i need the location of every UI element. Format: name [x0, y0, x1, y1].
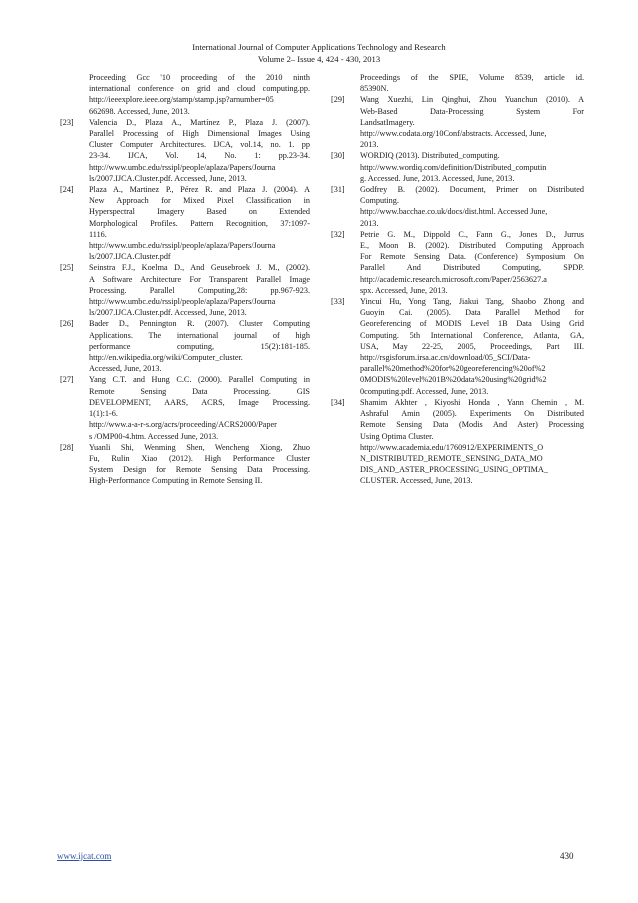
reference-line: Web-Based Data-Processing System For: [360, 106, 584, 116]
reference-line: A Software Architecture For Transparent Parallel Image: [89, 274, 310, 284]
reference-entry: [60, 318, 310, 374]
reference-line: Parallel Processing of High Dimensional Images Using: [89, 129, 310, 139]
reference-line: Computing.: [360, 196, 399, 206]
reference-number: [26]: [60, 319, 74, 329]
reference-line: http://www.wordiq.com/definition/Distributed_computin: [360, 162, 547, 172]
reference-entry: [331, 397, 584, 487]
reference-line: Shamim Akhter , Kiyoshi Honda , Yann Chemin , M.: [360, 397, 584, 407]
page-number: 430: [560, 851, 574, 861]
reference-line: 662698. Accessed, June, 2013.: [89, 106, 190, 116]
reference-entry: [331, 229, 584, 296]
reference-line: New Approach for Mixed Pixel Classification in: [89, 196, 310, 206]
reference-line: WORDIQ (2013). Distributed_computing.: [360, 151, 500, 161]
reference-line: 2013.: [360, 140, 379, 150]
reference-number: [23]: [60, 117, 74, 127]
reference-line: Guoyin Cai. (2005). Data Parallel Method for: [360, 308, 584, 318]
reference-line: Georeferencing of MODIS Level 1B Data Using Grid: [360, 319, 584, 329]
reference-line: Godfrey B. (2002). Document, Primer on Distributed: [360, 185, 584, 195]
reference-line: DIS_AND_ASTER_PROCESSING_USING_OPTIMA_: [360, 465, 548, 475]
reference-number: [27]: [60, 375, 74, 385]
reference-line: Fu, Rulin Xiao (2012). High Performance Cluster: [89, 453, 310, 463]
reference-line: Morphological Profiles. Pattern Recognition, 37:1097-: [89, 218, 310, 228]
reference-number: [24]: [60, 185, 74, 195]
reference-entry: [331, 184, 584, 229]
reference-number: [29]: [331, 95, 345, 105]
references-left-column: [60, 72, 310, 487]
reference-line: Petrie G. M., Dippold C., Fann G., Jones D., Jurrus: [360, 229, 584, 239]
reference-line: Yang C.T. and Hung C.C. (2000). Parallel Computing in: [89, 375, 310, 385]
reference-line: 0MODIS%20level%201B%20data%20using%20grid%2: [360, 375, 547, 385]
reference-entry: [331, 150, 584, 184]
reference-number: [33]: [331, 297, 345, 307]
reference-line: http://www.umbc.edu/rssipl/people/aplaza/Papers/Journa: [89, 297, 276, 307]
reference-line: Plaza A., Martinez P., Pérez R. and Plaza J. (2004). A: [89, 185, 310, 195]
reference-line: CLUSTER. Accessed, June, 2013.: [360, 476, 473, 486]
reference-line: ls/2007.IJCA.Cluster.pdf: [89, 252, 171, 262]
reference-line: Valencia D., Plaza A., Martínez P., Plaza J. (2007).: [89, 117, 310, 127]
reference-line: Wang Xuezhi, Lin Qinghui, Zhou Yuanchun (2010). A: [360, 95, 584, 105]
reference-line: Yincui Hu, Yong Tang, Jiakui Tang, Shaobo Zhong and: [360, 297, 584, 307]
reference-entry: [331, 72, 584, 94]
reference-line: http://en.wikipedia.org/wiki/Computer_cluster.: [89, 353, 243, 363]
journal-title: International Journal of Computer Applications Technology and Research: [192, 42, 446, 52]
reference-line: 23-34. IJCA, Vol. 14, No. 1: pp.23-34.: [89, 151, 310, 161]
reference-number: [32]: [331, 229, 345, 239]
issue-info: Volume 2– Issue 4, 424 - 430, 2013: [257, 54, 381, 64]
reference-line: Yuanli Shi, Wenming Shen, Wencheng Xiong, Zhuo: [89, 442, 310, 452]
reference-line: 1116.: [89, 229, 107, 239]
footer-website-link[interactable]: www.ijcat.com: [57, 851, 112, 861]
reference-line: http://www.umbc.edu/rssipl/people/aplaza/Papers/Journa: [89, 241, 276, 251]
reference-line: 85390N.: [360, 84, 389, 94]
reference-line: http://academic.research.microsoft.com/Paper/2563627.a: [360, 274, 547, 284]
reference-line: http://www.codata.org/10Conf/abstracts. Accessed, June,: [360, 129, 547, 139]
reference-line: LandsatImagery.: [360, 117, 415, 127]
reference-line: Proceedings of the SPIE, Volume 8539, article id.: [360, 73, 584, 82]
reference-line: Cluster Computer Architectures. IJCA, vol.14, no. 1. pp: [89, 140, 310, 150]
reference-line: http://www.umbc.edu/rssipl/people/aplaza/Papers/Journa: [89, 162, 276, 172]
references-right-column: [331, 72, 584, 487]
reference-line: Remote Sensing Data Processing. GIS: [89, 386, 310, 396]
reference-line: Computing. 5th International Conference, Atlanta, GA,: [360, 330, 584, 340]
reference-line: 1(1):1-6.: [89, 409, 118, 419]
reference-line: s /OMP00-4.htm. Accessed June, 2013.: [89, 431, 219, 441]
reference-line: USA, May 22-25, 2005, Proceedings, Part III.: [360, 341, 584, 351]
reference-line: international conference on grid and cloud computing.pp.: [89, 84, 310, 94]
reference-line: http://www.bacchae.co.uk/docs/dist.html. Accessed June,: [360, 207, 548, 217]
reference-number: [34]: [331, 397, 345, 407]
reference-number: [31]: [331, 185, 345, 195]
reference-line: Bader D., Pennington R. (2007). Cluster Computing: [89, 319, 310, 329]
reference-line: E., Moon B. (2002). Distributed Computing Approach: [360, 241, 584, 251]
page-header: [0, 41, 638, 65]
reference-line: Processing. Parallel Computing,28: pp.967-923.: [89, 285, 310, 295]
reference-line: performance computing, 15(2):181-185.: [89, 341, 310, 351]
reference-line: Proceeding Gcc '10 proceeding of the 2010 ninth: [89, 73, 310, 82]
reference-number: [28]: [60, 442, 74, 452]
reference-line: Parallel And Distributed Computing, SPDP.: [360, 263, 584, 273]
reference-entry: [60, 72, 310, 117]
reference-entry: [60, 184, 310, 262]
reference-entry: [60, 374, 310, 441]
reference-line: System Design for Remote Sensing Data Processing.: [89, 465, 310, 475]
reference-entry: [331, 94, 584, 150]
reference-line: spx. Accessed, June, 2013.: [360, 285, 448, 295]
reference-line: Seinstra F.J., Koelma D., And Geusebroek J. M., (2002).: [89, 263, 310, 273]
reference-line: N_DISTRIBUTED_REMOTE_SENSING_DATA_MO: [360, 453, 543, 463]
reference-line: 2013.: [360, 218, 379, 228]
reference-entry: [60, 442, 310, 487]
reference-entry: [331, 296, 584, 397]
reference-line: http://www.academia.edu/1760912/EXPERIMENTS_O: [360, 442, 544, 452]
reference-entry: [60, 117, 310, 184]
reference-line: ls/2007.IJCA.Cluster.pdf. Accessed, June, 2013.: [89, 308, 247, 318]
reference-line: 0computing.pdf. Accessed, June, 2013.: [360, 386, 489, 396]
reference-line: DEVELOPMENT, AARS, ACRS, Image Processing.: [89, 397, 310, 407]
reference-line: For Remote Sensing Data. (Conference) Symposium On: [360, 252, 584, 262]
reference-line: parallel%20method%20for%20georeferencing%20of%2: [360, 364, 546, 374]
reference-line: http://www.a-a-r-s.org/acrs/proceeding/ACRS2000/Paper: [89, 420, 277, 430]
reference-entry: [60, 262, 310, 318]
reference-line: Applications. The international journal of high: [89, 330, 310, 340]
reference-number: [25]: [60, 263, 74, 273]
reference-line: Remote Sensing Data (Modis And Aster) Processing: [360, 420, 584, 430]
reference-line: Accessed, June, 2013.: [89, 364, 162, 374]
reference-line: Ashraful Amin (2005). Experiments On Distributed: [360, 409, 584, 419]
reference-line: ls/2007.IJCA.Cluster.pdf. Accessed, June, 2013.: [89, 173, 247, 183]
reference-line: g. Accessed. June, 2013. Accessed, June, 2013.: [360, 173, 515, 183]
reference-line: http://ieeexplore.ieee.org/stamp/stamp.jsp?arnumber=05: [89, 95, 274, 105]
reference-number: [30]: [331, 151, 345, 161]
reference-line: Using Optima Cluster.: [360, 431, 434, 441]
reference-line: High-Performance Computing in Remote Sensing II.: [89, 476, 263, 486]
reference-line: Hyperspectral Imagery Based on Extended: [89, 207, 310, 217]
reference-line: http://rsgisforum.irsa.ac.cn/download/05_SCI/Data-: [360, 353, 531, 363]
